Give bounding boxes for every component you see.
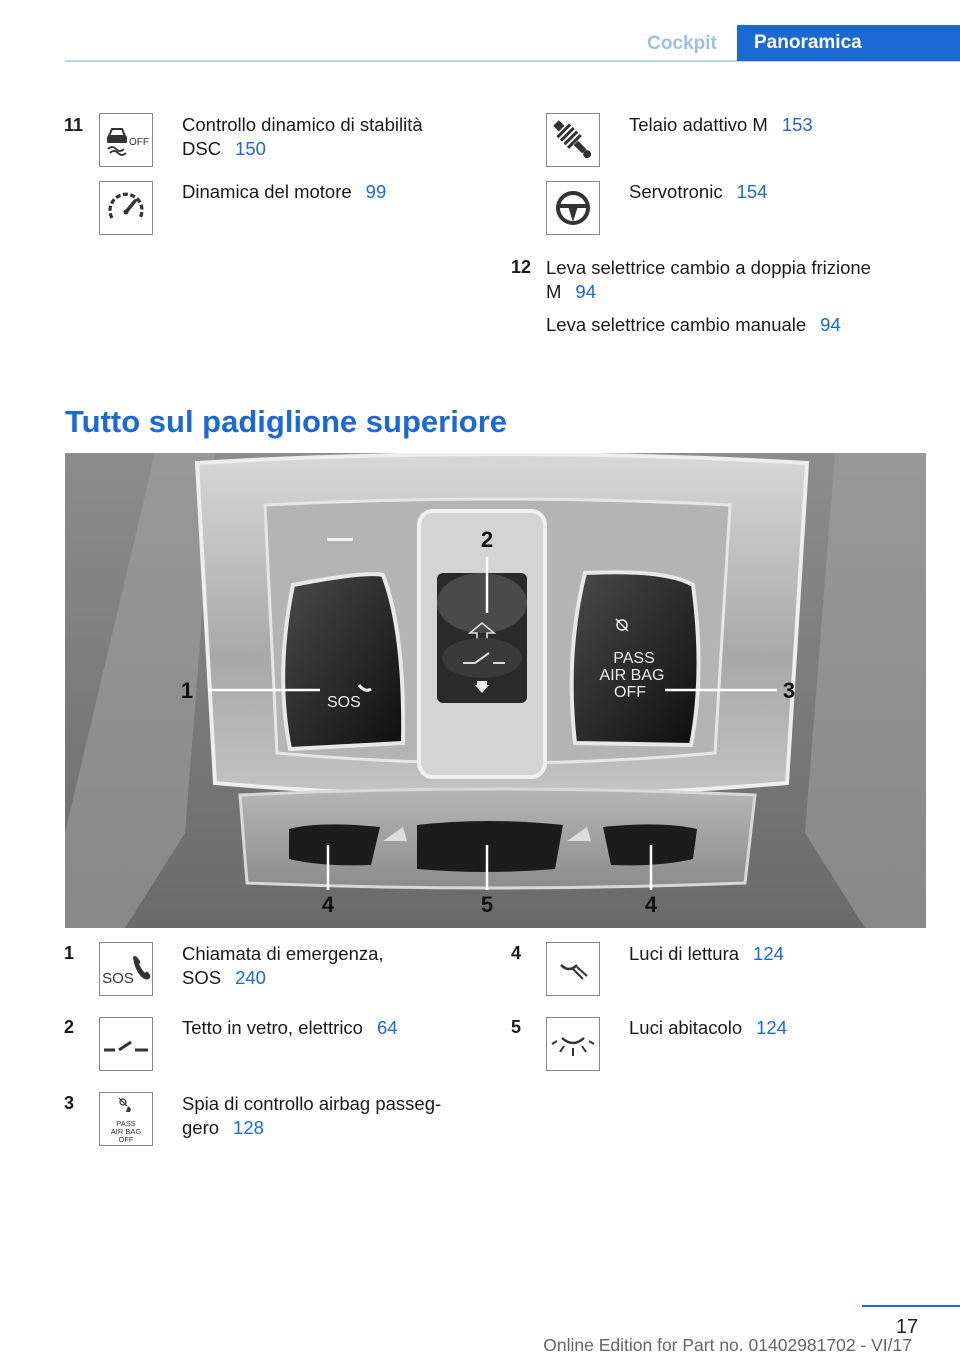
dsc-text: Controllo dinamico di stabilità [182, 114, 423, 135]
airbag-icon-label-3: OFF [118, 1135, 134, 1144]
callout-1: 1 [180, 678, 194, 703]
item-11-number: 11 [64, 115, 84, 135]
shock-absorber-icon [546, 113, 600, 167]
section-title: Tutto sul padiglione superiore [65, 404, 508, 439]
legend-2-number: 2 [64, 1017, 75, 1037]
servotronic-page-link[interactable]: 154 [736, 181, 768, 202]
photo-sos-label: SOS [327, 694, 361, 711]
dct-page-link[interactable]: 94 [575, 281, 596, 302]
dct-text: Leva selettrice cambio a doppia frizione [546, 257, 871, 278]
legend-1-page-link[interactable]: 240 [235, 967, 266, 988]
item-11-dsc [182, 113, 423, 161]
page-number: 17 [895, 1316, 919, 1338]
callout-5: 5 [480, 892, 494, 917]
glass-roof-icon [99, 1017, 153, 1071]
servotronic-entry [629, 180, 767, 204]
legend-3-page-link[interactable]: 128 [233, 1117, 264, 1138]
manual-text: Leva selettrice cambio manuale [546, 314, 807, 335]
chassis-page-link[interactable]: 153 [781, 114, 813, 135]
interior-light-icon [546, 1017, 600, 1071]
dct-text-2: M [546, 281, 562, 302]
legend-2-page-link[interactable]: 64 [376, 1017, 398, 1038]
tab-panoramica[interactable]: Panoramica [737, 25, 960, 61]
legend-1-text [182, 942, 384, 990]
sos-call-icon [99, 942, 153, 996]
callout-2: 2 [480, 527, 494, 552]
legend-3-line1: Spia di controllo airbag passeg- [182, 1093, 442, 1114]
passenger-airbag-off-icon [99, 1092, 153, 1146]
edition-footer: Online Edition for Part no. 01402981702 - VI/17 [543, 1335, 912, 1355]
footer-rule [862, 1305, 960, 1307]
legend-3-line2: gero [182, 1117, 220, 1138]
photo-airbag-line2: AIR BAG [599, 667, 665, 684]
legend-5-number: 5 [511, 1017, 522, 1037]
legend-2-text [182, 1016, 398, 1040]
tab-cockpit[interactable]: Cockpit [647, 33, 717, 54]
legend-4-number: 4 [511, 943, 522, 963]
item-11-engine [182, 180, 386, 204]
legend-3-text [182, 1092, 441, 1140]
item-12-dct [546, 256, 871, 304]
legend-4-page-link[interactable]: 124 [753, 943, 784, 964]
callout-3: 3 [782, 678, 796, 703]
photo-airbag-line1: PASS [613, 650, 655, 667]
legend-5-page-link[interactable]: 124 [756, 1017, 788, 1038]
manual-page-link[interactable]: 94 [820, 314, 841, 335]
callout-4-right: 4 [644, 892, 658, 917]
chassis-entry [629, 113, 813, 137]
callout-4-left: 4 [321, 892, 335, 917]
legend-1-line1: Chiamata di emergenza, [182, 943, 384, 964]
legend-1-number: 1 [64, 943, 75, 963]
engine-text: Dinamica del motore [182, 181, 352, 202]
legend-4-line1: Luci di lettura [629, 943, 740, 964]
legend-1-line2: SOS [182, 967, 222, 988]
airbag-icon-label-2: AIR BAG [110, 1127, 142, 1136]
dsc-off-label: OFF [129, 137, 149, 148]
steering-wheel-icon [546, 181, 600, 235]
legend-3-number: 3 [64, 1093, 75, 1113]
roof-console-photo [65, 453, 926, 928]
photo-airbag-line3: OFF [614, 684, 646, 701]
legend-5-text [629, 1016, 787, 1040]
reading-light-icon [546, 942, 600, 996]
item-12-number: 12 [511, 257, 532, 277]
legend-5-line1: Luci abitacolo [629, 1017, 743, 1038]
dsc-page-link[interactable]: 150 [235, 138, 266, 159]
chassis-text: Telaio adattivo M [629, 114, 768, 135]
legend-2-line1: Tetto in vetro, elettrico [182, 1017, 363, 1038]
engine-page-link[interactable]: 99 [365, 181, 387, 202]
dsc-text-2: DSC [182, 138, 222, 159]
item-12-manual [546, 313, 841, 337]
engine-dynamics-icon [99, 181, 153, 235]
dsc-off-icon [99, 113, 153, 167]
legend-4-text [629, 942, 784, 966]
sos-icon-label: SOS [102, 970, 134, 987]
airbag-icon-label-1: PASS [116, 1119, 136, 1128]
servotronic-text: Servotronic [629, 181, 723, 202]
